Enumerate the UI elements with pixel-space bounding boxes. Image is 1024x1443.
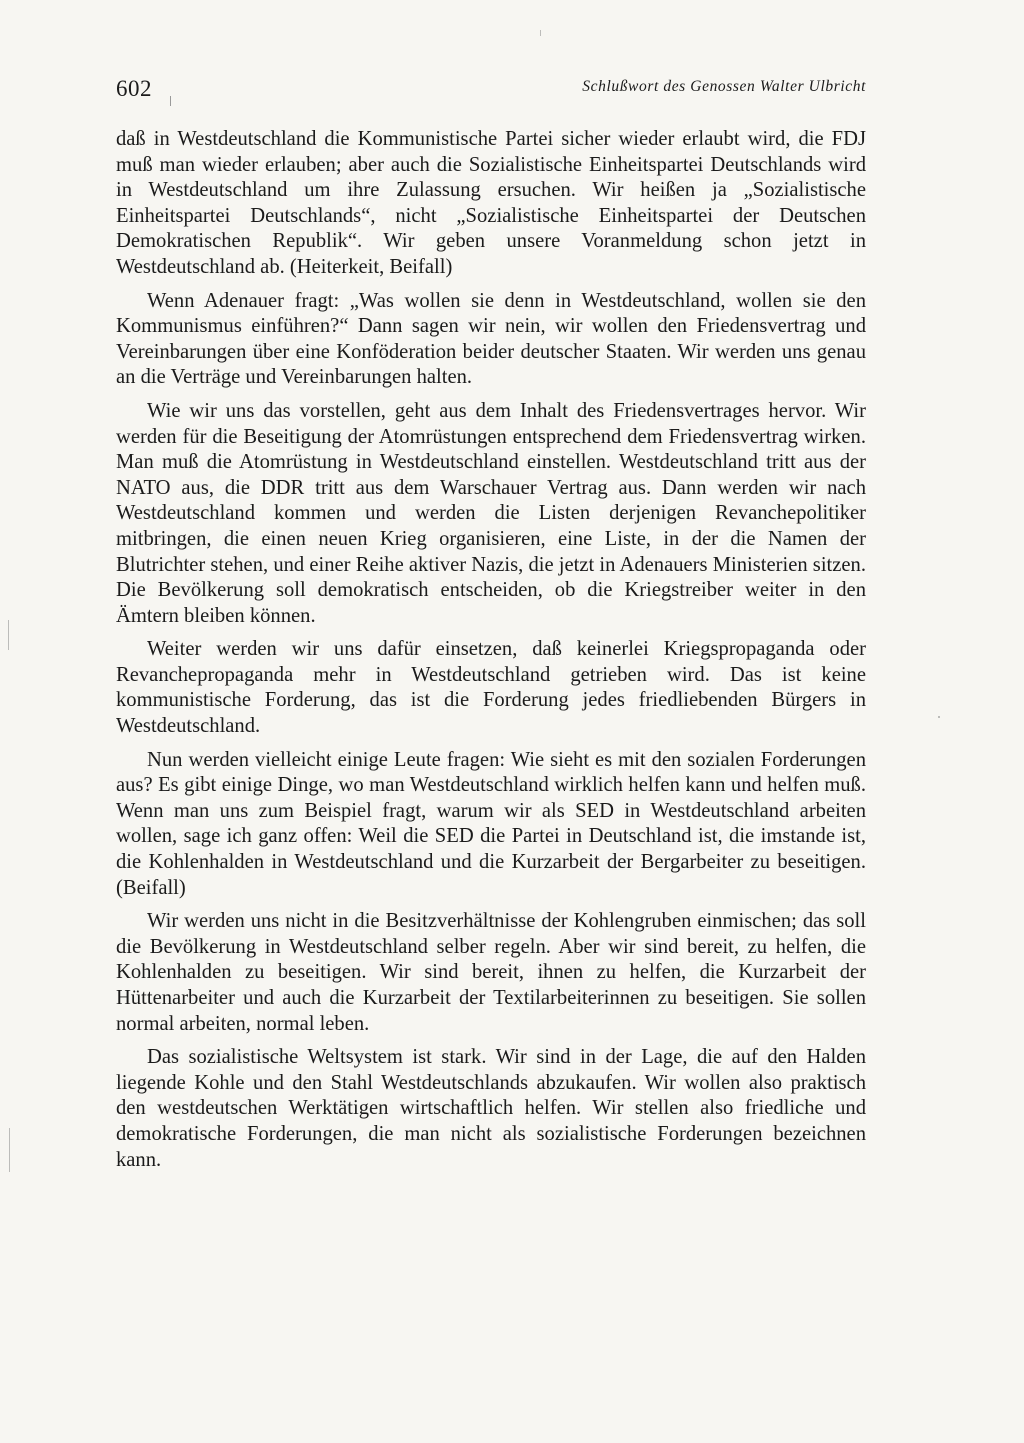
paragraph-3: Wie wir uns das vorstellen, geht aus dem Inhalt des Friedensvertrages hervor. Wir werden für die Beseitigung der Atomrüstungen entsprechend dem Friedensvertrag wirken. Man muß die Atomrüstung in Westdeutschland einstellen. Westdeutschland tritt aus der NATO aus, die DDR tritt aus dem Warschauer Vertrag aus. Dann werden wir nach Westdeutschland kommen und werden die Listen derjenigen Revanchepolitiker mitbringen, die einen neuen Krieg organisieren, eine Liste, in der die Namen der Blutrichter stehen, und einer Reihe aktiver Nazis, die jetzt in Adenauers Ministerien sitzen. Die Bevölkerung soll demokratisch entscheiden, ob die Kriegstreiber weiter in den Ämtern bleiben können. bbox=[116, 399, 866, 627]
page-number: 602 bbox=[116, 76, 152, 101]
scan-artifact-right-1 bbox=[938, 716, 940, 718]
running-head: Schlußwort des Genossen Walter Ulbricht bbox=[582, 78, 866, 95]
scan-tick-mark bbox=[170, 96, 171, 106]
paragraph-7: Das sozialistische Weltsystem ist stark. Wir sind in der Lage, die auf den Halden liegende Kohle und den Stahl Westdeutschlands abzukaufen. Wir wollen also praktisch den westdeutschen Werktätigen wirtschaftlich helfen. Wir stellen also friedliche und demokratische Forderungen, die man nicht als sozialistische Forderungen bezeichnen kann. bbox=[116, 1046, 866, 1171]
body-text bbox=[116, 127, 866, 1181]
scan-artifact-left-2 bbox=[9, 1128, 10, 1172]
scan-artifact-left-1 bbox=[8, 620, 9, 650]
paragraph-4: Weiter werden wir uns dafür einsetzen, daß keinerlei Kriegspropaganda oder Revanchepropaganda mehr in Westdeutschland getrieben wird. Das ist keine kommunistische Forderung, das ist die Forderung jedes friedliebenden Bürgers in Westdeutschland. bbox=[116, 638, 866, 738]
paragraph-2: Wenn Adenauer fragt: „Was wollen sie denn in Westdeutschland, wollen sie den Kommunismus einführen?“ Dann sagen wir nein, wir wollen den Friedensvertrag und Vereinbarungen über eine Konföderation beider deutscher Staaten. Wir werden uns genau an die Verträge und Vereinbarungen halten. bbox=[116, 289, 866, 389]
scan-artifact-top-1 bbox=[540, 30, 541, 36]
page-header bbox=[116, 72, 866, 106]
paragraph-6: Wir werden uns nicht in die Besitzverhältnisse der Kohlengruben einmischen; das soll die Bevölkerung in Westdeutschland selber regeln. Aber wir sind bereit, zu helfen, die Kohlenhalden zu beseitigen. Wir sind bereit, ihnen zu helfen, die Kurzarbeit der Hüttenarbeiter und auch die Kurzarbeit der Textilarbeiterinnen zu beseitigen. Sie sollen normal arbeiten, normal leben. bbox=[116, 910, 866, 1035]
paragraph-1: daß in Westdeutschland die Kommunistische Partei sicher wieder erlaubt wird, die FDJ muß man wieder erlauben; aber auch die Sozialistische Einheitspartei Deutschlands wird in Westdeutschland um ihre Zulassung ersuchen. Wir heißen ja „Sozialistische Einheitspartei Deutschlands“, nicht „Sozialistische Einheitspartei der Deutschen Demokratischen Republik“. Wir geben unsere Voranmeldung schon jetzt in Westdeutschland ab. (Heiterkeit, Beifall) bbox=[116, 128, 866, 278]
paragraph-5: Nun werden vielleicht einige Leute fragen: Wie sieht es mit den sozialen Forderungen aus? Es gibt einige Dinge, wo man Westdeutschland wirklich helfen kann und helfen muß. Wenn man uns zum Beispiel fragt, warum wir als SED in Westdeutschland arbeiten wollen, sage ich ganz offen: Weil die SED die Partei in Deutschland ist, die imstande ist, die Kohlenhalden in Westdeutschland und die Kurzarbeit der Bergarbeiter zu beseitigen. (Beifall) bbox=[116, 748, 866, 899]
